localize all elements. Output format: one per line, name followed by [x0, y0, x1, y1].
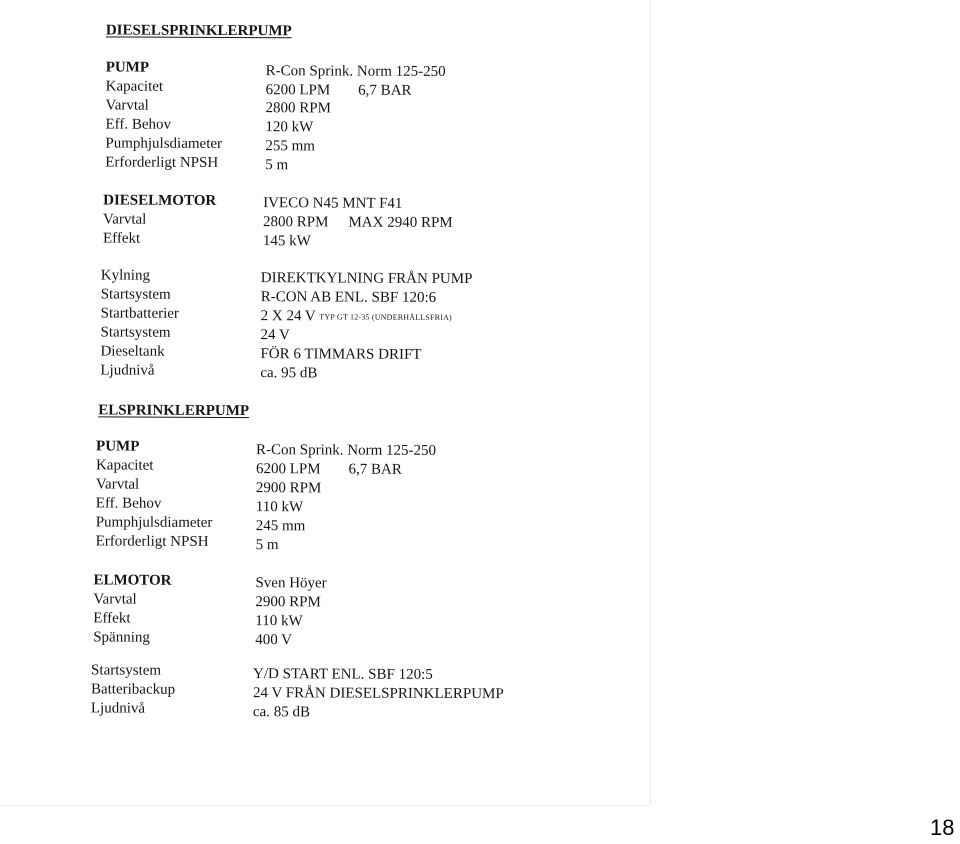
dieseltank-value: FÖR 6 TIMMARS DRIFT — [260, 346, 422, 363]
startbatterier-value: 2 X 24 V TYP GT 12-35 (UNDERHÅLLSFRIA) — [260, 308, 452, 325]
diesel-effbehov-label: Eff. Behov — [105, 116, 172, 133]
diesel-kapacitet-pressure: 6,7 BAR — [358, 82, 412, 99]
dieseltank-label: Dieseltank — [100, 343, 165, 360]
diesel-pump-model: R-Con Sprink. Norm 125-250 — [265, 63, 446, 80]
diesel-startsystem2-label: Startsystem — [100, 324, 171, 341]
dieselmotor-varvtal-value: 2800 RPM MAX 2940 RPM — [262, 214, 453, 231]
el-diameter-value: 245 mm — [255, 518, 306, 535]
batteribackup-value: 24 V FRÅN DIESELSPRINKLERPUMP — [252, 685, 504, 703]
elmotor-model: Sven Höyer — [255, 575, 327, 592]
el-pump-heading: PUMP — [96, 438, 140, 455]
el-npsh-value: 5 m — [255, 537, 279, 554]
scan-edge-vertical — [650, 0, 651, 805]
el-ljudniva-value: ca. 85 dB — [252, 704, 311, 721]
diesel-ljudniva-value: ca. 95 dB — [260, 365, 318, 382]
kylning-value: DIREKTKYLNING FRÅN PUMP — [260, 270, 473, 288]
startbatterier-label: Startbatterier — [100, 305, 179, 322]
dieselmotor-heading: DIESELMOTOR — [103, 192, 217, 209]
el-varvtal-label: Varvtal — [95, 476, 140, 493]
dieselmotor-varvtal-max: MAX 2940 RPM — [348, 214, 453, 231]
dieselmotor-model: IVECO N45 MNT F41 — [263, 195, 403, 212]
el-kapacitet-label: Kapacitet — [95, 457, 154, 474]
elmotor-varvtal-label: Varvtal — [93, 591, 137, 608]
section-title-diesel: DIESELSPRINKLERPUMP — [105, 22, 292, 40]
elmotor-heading: ELMOTOR — [93, 572, 172, 589]
diesel-npsh-label: Erforderligt NPSH — [105, 154, 219, 171]
scan-edge-horizontal — [0, 805, 650, 806]
el-ljudniva-label: Ljudnivå — [90, 700, 146, 717]
diesel-varvtal-value: 2800 RPM — [265, 100, 332, 117]
el-diameter-label: Pumphjulsdiameter — [95, 514, 213, 531]
el-effbehov-label: Eff. Behov — [95, 495, 162, 512]
elmotor-effekt-value: 110 kW — [255, 613, 303, 630]
diesel-diameter-label: Pumphjulsdiameter — [105, 135, 223, 152]
diesel-varvtal-label: Varvtal — [105, 97, 149, 114]
el-startsystem-value: Y/D START ENL. SBF 120:5 — [253, 666, 433, 683]
diesel-pump-heading: PUMP — [105, 59, 150, 76]
diesel-startsystem2-value: 24 V — [260, 327, 290, 344]
elmotor-effekt-label: Effekt — [93, 610, 131, 627]
diesel-kapacitet-label: Kapacitet — [105, 78, 164, 95]
diesel-startsystem-label: Startsystem — [100, 286, 171, 303]
el-startsystem-label: Startsystem — [91, 662, 162, 679]
diesel-npsh-value: 5 m — [265, 157, 289, 174]
dieselmotor-varvtal-label: Varvtal — [103, 211, 147, 228]
elmotor-spanning-label: Spänning — [93, 629, 150, 646]
dieselmotor-effekt-label: Effekt — [102, 230, 141, 247]
el-npsh-label: Erforderligt NPSH — [95, 533, 209, 550]
section-title-el: ELSPRINKLERPUMP — [98, 402, 250, 420]
diesel-diameter-value: 255 mm — [265, 138, 315, 155]
diesel-effbehov-value: 120 kW — [265, 119, 314, 136]
el-pump-model: R-Con Sprink. Norm 125-250 — [256, 442, 437, 459]
el-kapacitet-value: 6200 LPM 6,7 BAR — [255, 461, 402, 478]
diesel-ljudniva-label: Ljudnivå — [100, 362, 155, 379]
diesel-startsystem-value: R-CON AB ENL. SBF 120:6 — [260, 289, 437, 306]
elmotor-varvtal-value: 2900 RPM — [255, 594, 321, 611]
dieselmotor-effekt-value: 145 kW — [262, 233, 311, 250]
diesel-kapacitet-value: 6200 LPM 6,7 BAR — [265, 82, 412, 99]
el-kapacitet-pressure: 6,7 BAR — [348, 461, 402, 478]
page-number: 18 — [930, 815, 955, 840]
el-varvtal-value: 2900 RPM — [255, 480, 322, 497]
batteribackup-label: Batteribackup — [90, 681, 176, 698]
el-effbehov-value: 110 kW — [255, 499, 304, 516]
startbatterier-note: TYP GT 12-35 (UNDERHÅLLSFRIA) — [319, 312, 452, 322]
kylning-label: Kylning — [100, 267, 151, 284]
elmotor-spanning-value: 400 V — [255, 632, 293, 649]
